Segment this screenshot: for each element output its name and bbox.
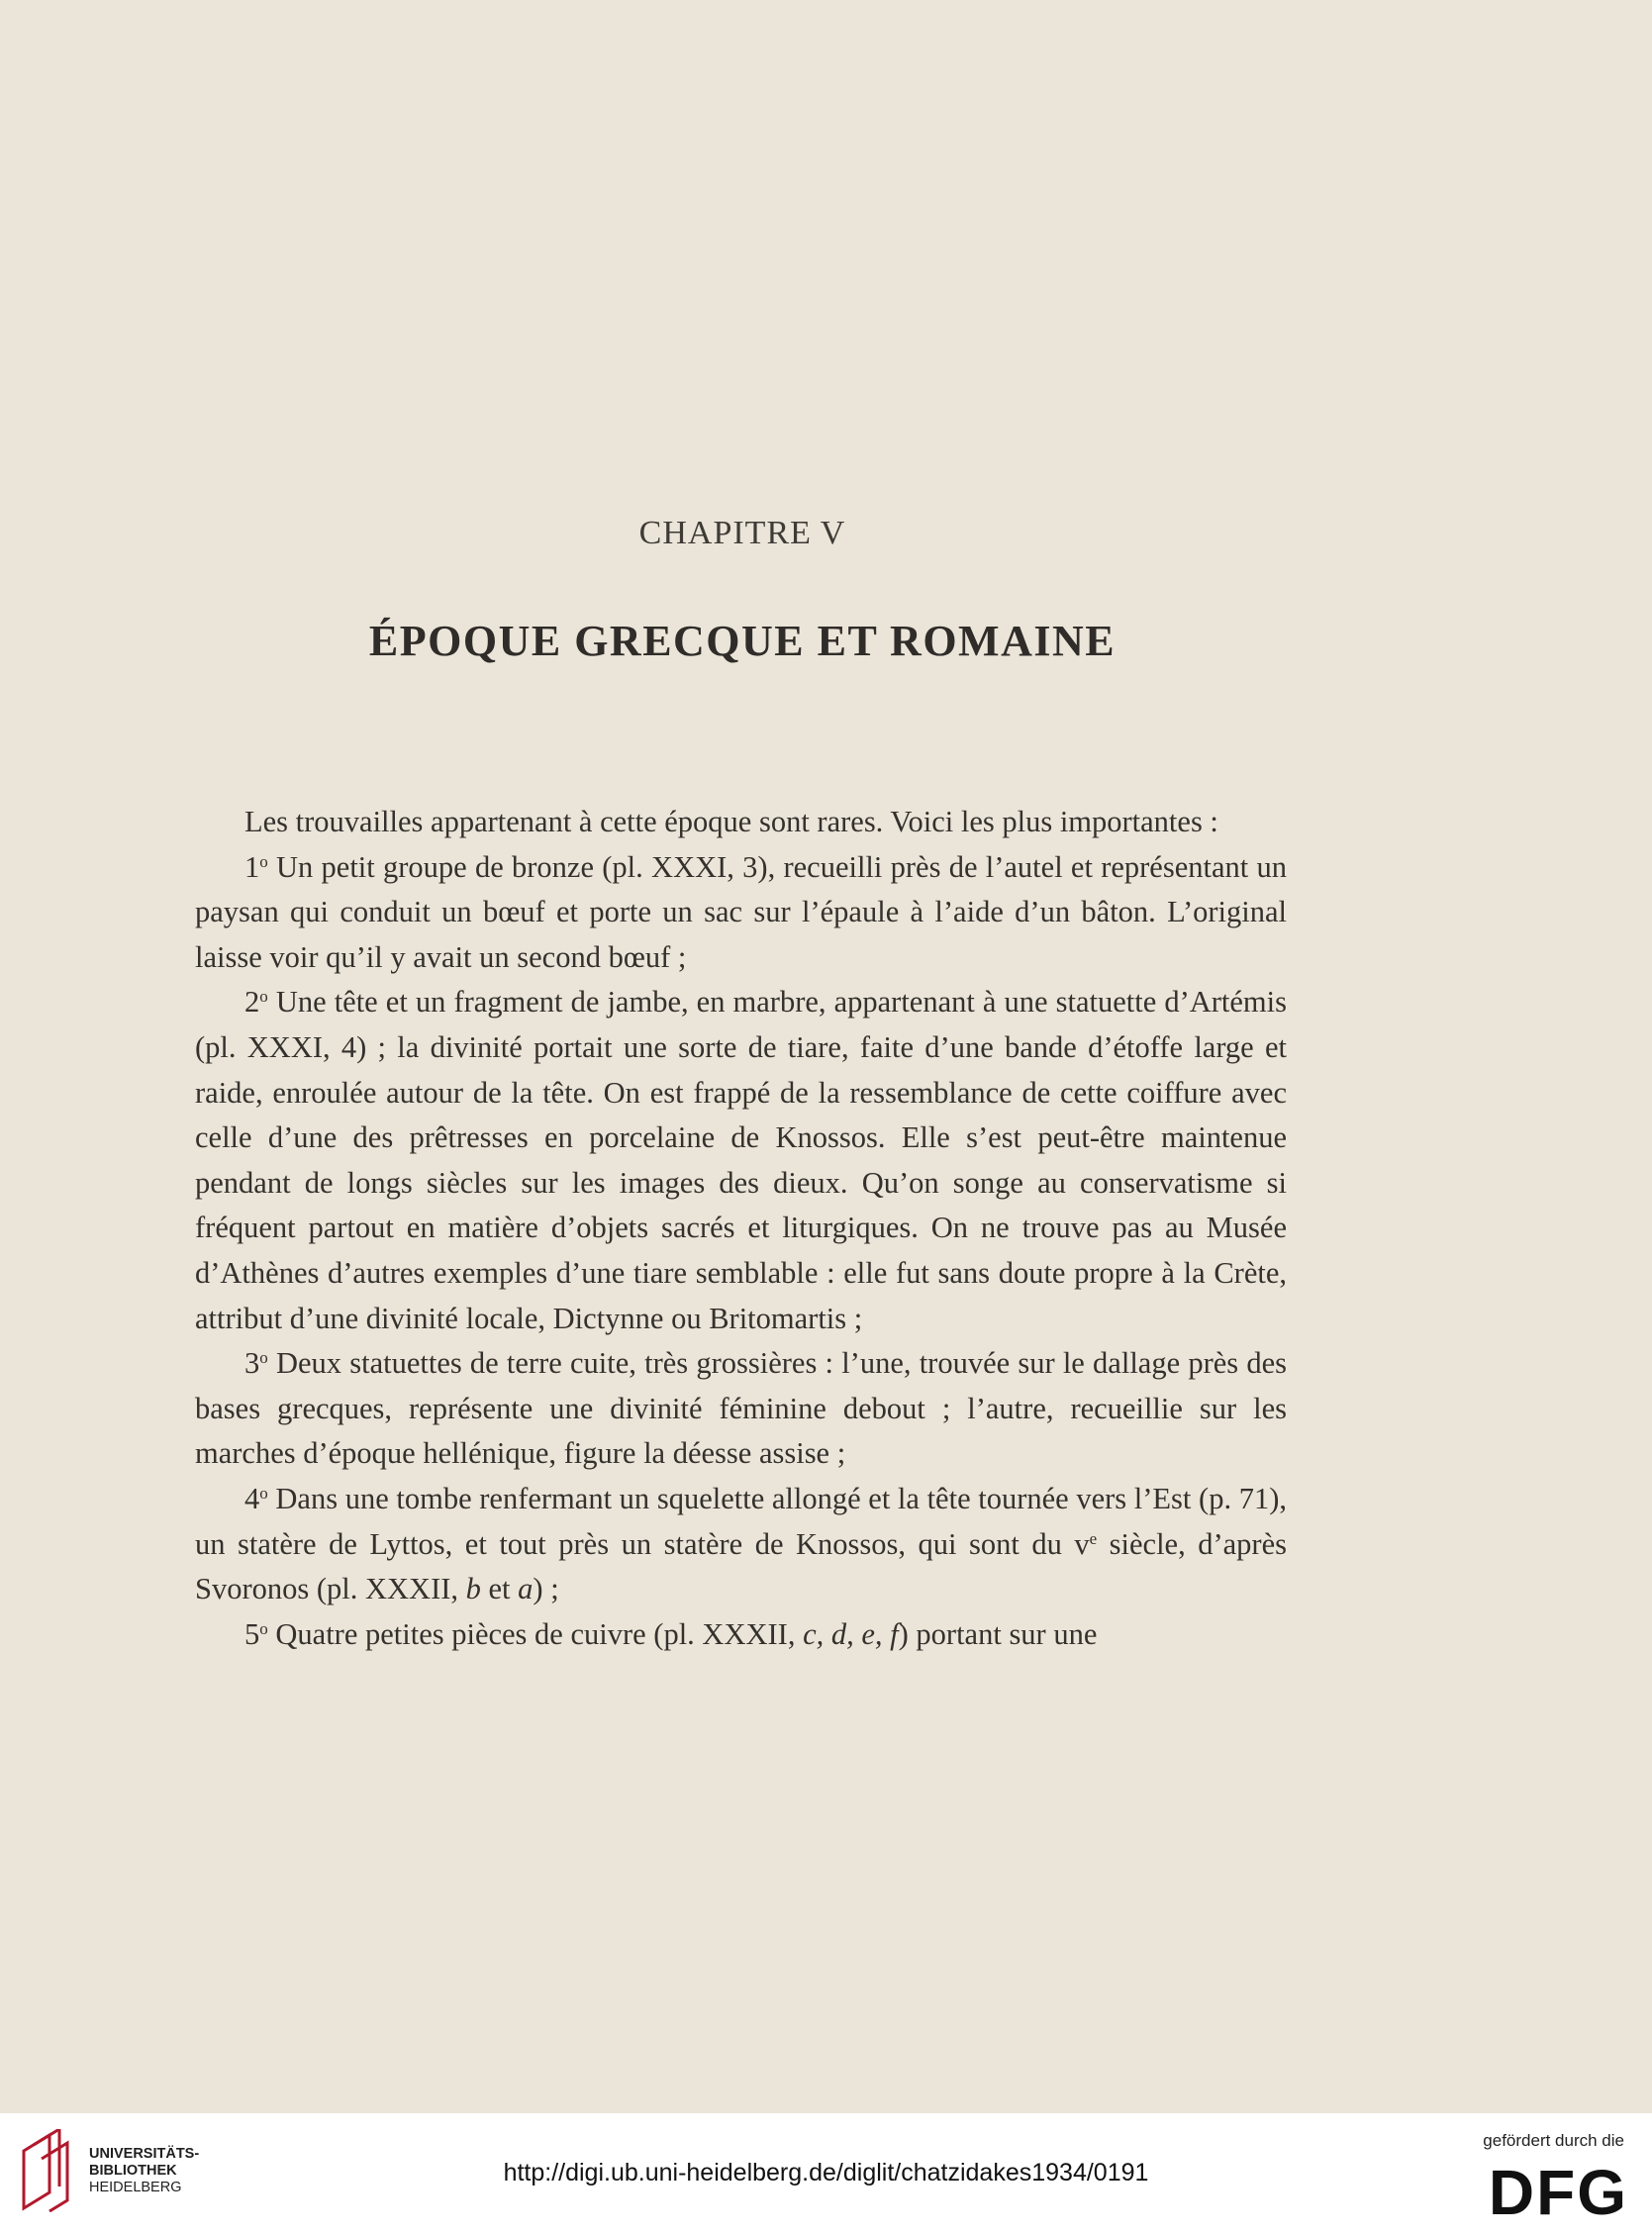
library-name: UNIVERSITÄTS- BIBLIOTHEK HEIDELBERG xyxy=(89,2146,200,2195)
ordinal-mark: o xyxy=(259,1483,268,1503)
source-url-link[interactable]: http://digi.ub.uni-heidelberg.de/diglit/chatzidakes1934/0191 xyxy=(503,2159,1149,2186)
chapter-title: ÉPOQUE GRECQUE ET ROMAINE xyxy=(368,617,1117,665)
plate-ref-italic: b xyxy=(465,1572,481,1606)
item-number: 4 xyxy=(244,1481,260,1515)
paragraph-item-3: 3$^o$ Deux statuettes de terre cuite, très grossières : l’une, trouvée sur le dallage près des bases grecques, représente une divinité féminine debout ; l’autre, recueillie sur les marches d’époque hellénique, figure la déesse assise ; xyxy=(195,1346,1287,1471)
dfg-logo: DFG xyxy=(1488,2157,1628,2228)
body-text xyxy=(195,800,1287,1657)
chapter-label: CHAPITRE V xyxy=(638,515,846,551)
plate-ref-italic: a xyxy=(518,1572,534,1606)
ordinal-mark: o xyxy=(259,1348,268,1368)
century-superscript: e xyxy=(1089,1528,1098,1548)
paragraph-item-5: 5$^o$ Quatre petites pièces de cuivre (pl. XXXII, c, d, e, f) portant sur une xyxy=(244,1616,1098,1651)
ordinal-mark: o xyxy=(259,1618,268,1638)
item-number: 3 xyxy=(244,1346,260,1381)
ordinal-mark: o xyxy=(259,987,268,1007)
funding-credit: gefördert durch die xyxy=(1483,2131,1624,2150)
paragraph-item-2: 2$^o$ Une tête et un fragment de jambe, en marbre, appartenant à une statuette d’Artémis (pl. XXXI, 4) ; la divinité portait une sorte de tiare, faite d’une bande d’étoffe large et raide, enroulée autour de la tête. On est frappé de la ressemblance de cette coiffure avec celle d’une des prêtresses en porcelaine de Knossos. Elle s’est peut-être maintenue pendant de longs siècles sur les images des dieux. Qu’on songe au conservatisme si fréquent partout en matière d’objets sacrés et liturgiques. On ne trouve pas au Musée d’Athènes d’autres exemples d’une tiare semblable : elle fut sans doute propre à la Crète, attribut d’une divinité locale, Dictynne ou Britomartis ; xyxy=(195,985,1287,1335)
plate-ref-italic: c, d, e, f xyxy=(803,1616,899,1651)
footer-bar xyxy=(0,2113,1652,2235)
item-number: 5 xyxy=(244,1616,260,1651)
paragraph-intro: Les trouvailles appartenant à cette époque sont rares. Voici les plus importantes : xyxy=(244,805,1218,838)
paragraph-item-1: 1$^o$ Un petit groupe de bronze (pl. XXXI, 3), recueilli près de l’autel et représentant un paysan qui conduit un bœuf et porte un sac sur l’épaule à l’aide d’un bâton. L’original laisse voir qu’il y avait un second bœuf ; xyxy=(195,849,1287,974)
item-number: 1 xyxy=(244,849,260,884)
item-number: 2 xyxy=(244,985,260,1020)
paragraph-item-4: 4$^o$ Dans une tombe renfermant un squelette allongé et la tête tournée vers l’Est (p. 71), un statère de Lyttos, et tout près un statère de Knossos, qui sont du $v^e$ siècle, d’après Svoronos (pl. XXXII, b et a) ; xyxy=(195,1481,1287,1606)
ordinal-mark: o xyxy=(259,851,268,871)
